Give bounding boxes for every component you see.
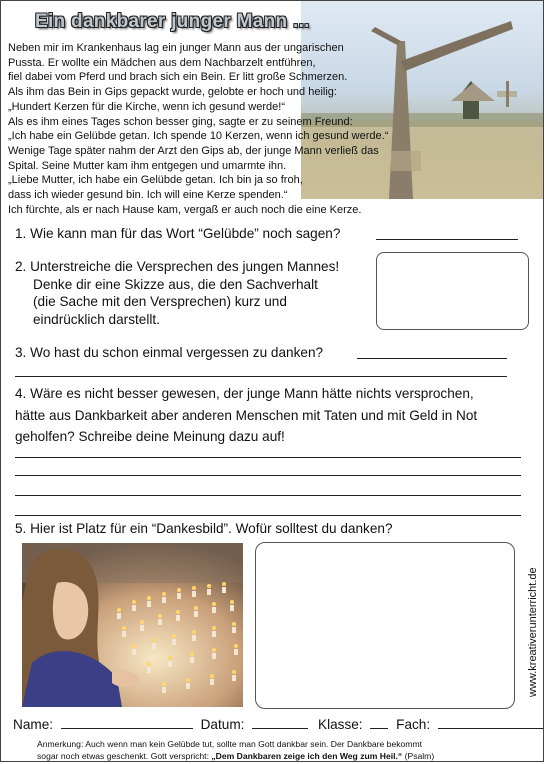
name-label: Name:: [13, 717, 54, 732]
story-line: dass ich wieder gesund bin. Ich will eine Kerze spenden.“: [8, 189, 288, 202]
question-2-line: 2. Unterstreiche die Versprechen des jungen Mannes!: [15, 259, 340, 274]
name-field[interactable]: [61, 728, 193, 729]
worksheet-title: Ein dankbarer junger Mann ...: [35, 11, 310, 32]
story-line: Wenige Tage später nahm der Arzt den Gips ab, der junge Mann verließ das: [8, 144, 379, 157]
drawing-box[interactable]: [255, 542, 515, 709]
answer-line-1[interactable]: [376, 239, 518, 240]
question-1: [15, 225, 340, 243]
story-line: „Ich habe ein Gelübde getan. Ich spende 10 Kerzen, wenn ich gesund werde.“: [8, 130, 389, 143]
answer-line-4c[interactable]: [15, 495, 521, 496]
story-line: Als ihm das Bein in Gips gepackt wurde, gelobte er hoch und heilig:: [8, 86, 337, 99]
question-5: [15, 520, 393, 538]
question-4-line: hätte aus Dankbarkeit aber anderen Menschen mit Taten und mit Geld in Not: [15, 407, 478, 423]
date-field[interactable]: [252, 728, 308, 729]
story-line: Als es ihm eines Tages schon besser ging, sagte er zu seinem Freund:: [8, 115, 353, 128]
footnote: [37, 738, 434, 762]
question-1-text: 1. Wie kann man für das Wort “Gelübde” noch sagen?: [15, 226, 341, 241]
footnote-line-1: Anmerkung: Auch wenn man kein Gelübde tut, sollte man Gott dankbar sein. Der Dankbare bekommt: [37, 739, 423, 749]
question-2-line: Denke dir eine Skizze aus, die den Sachverhalt: [33, 276, 318, 292]
answer-line-4a[interactable]: [15, 457, 521, 458]
answer-line-3a[interactable]: [357, 358, 507, 359]
psalm-quote: „Dem Dankbaren zeige ich den Weg zum Heil.“: [211, 751, 403, 761]
question-4-line: 4. Wäre es nicht besser gewesen, der junge Mann hätte nichts versprochen,: [15, 386, 474, 401]
question-4-line: geholfen? Schreibe deine Meinung dazu auf!: [15, 429, 285, 444]
answer-line-3b[interactable]: [15, 376, 507, 377]
question-2: [15, 258, 339, 328]
question-3-text: 3. Wo hast du schon einmal vergessen zu danken?: [15, 345, 324, 360]
story-line: Spital. Seine Mutter kam ihm entgegen und umarmte ihn.: [8, 159, 287, 172]
question-5-text: 5. Hier ist Platz für ein “Dankesbild”. Wofür solltest du danken?: [15, 521, 393, 536]
date-label: Datum:: [200, 717, 245, 732]
website-credit: www.kreativerunterricht.de: [527, 567, 539, 697]
question-3: [15, 344, 323, 362]
story-text: [8, 41, 418, 217]
question-2-line: eindrücklich darstellt.: [33, 311, 160, 327]
question-4: [15, 383, 477, 448]
sketch-box[interactable]: [376, 252, 529, 330]
story-line: Neben mir im Krankenhaus lag ein junger Mann aus der ungarischen: [8, 42, 344, 54]
footnote-line-2: [37, 750, 434, 762]
psalm-ref: (Psalm): [402, 751, 435, 761]
footnote-text: sogar noch etwas geschenkt. Gott verspricht:: [37, 751, 212, 761]
subject-label: Fach:: [396, 717, 431, 732]
question-2-line: (die Sache mit den Versprechen) kurz und: [33, 294, 287, 309]
story-line: fiel dabei vom Pferd und brach sich ein Bein. Er litt große Schmerzen.: [8, 71, 348, 84]
class-label: Klasse:: [318, 717, 363, 732]
candle-girl-photo: [22, 543, 243, 707]
story-line: Ich fürchte, als er nach Hause kam, vergaß er auch noch die eine Kerze.: [8, 203, 362, 216]
answer-line-4d[interactable]: [15, 515, 521, 516]
subject-field[interactable]: [438, 728, 544, 729]
story-line: Pussta. Er wollte ein Mädchen aus dem Nachbarzelt entführen,: [8, 56, 316, 69]
class-field[interactable]: [370, 728, 388, 729]
story-line: „Hundert Kerzen für die Kirche, wenn ich gesund werde!“: [8, 100, 285, 113]
footer-fields: [13, 717, 544, 732]
story-line: „Liebe Mutter, ich habe ein Gelübde getan. Ich bin ja so froh,: [8, 174, 303, 187]
answer-line-4b[interactable]: [15, 475, 521, 476]
